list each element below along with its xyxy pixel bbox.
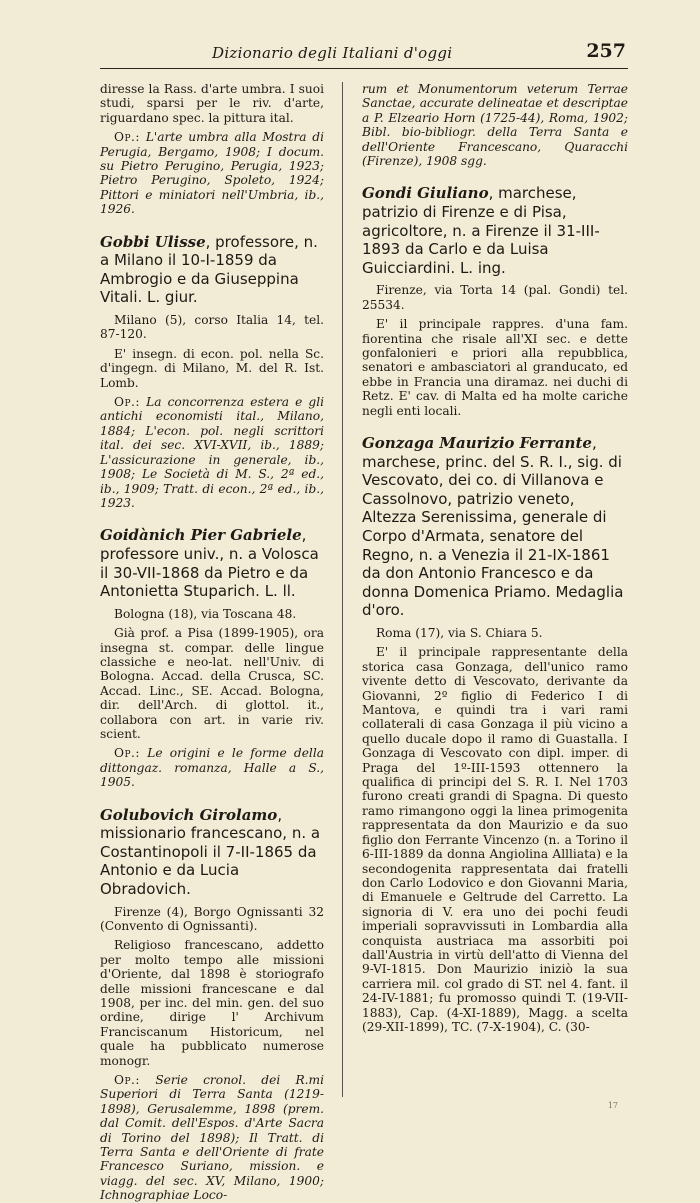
entry-description: , missionario francescano, n. a Costantinopoli il 7-II-1865 da Antonio e da Lucia Obradovich. [100,805,321,898]
works-text: rum et Monumentorum veterum Terrae Sanctae, accurate delineatae et descriptae a P. Elzeario Horn (1725-44), Roma, 1902; Bibl. bio-bibliogr. della Terra Santa e dell'Oriente Francescano, Quaracchi (Firenze), 1908 sgg. [362,82,628,169]
entry-heading-goidanich [100,526,324,600]
entry-description: , professore, n. a Milano il 10-I-1859 da Ambrogio e da Giuseppina Vitali. L. giur. [100,232,318,307]
works-text: La concorrenza estera e gli antichi economisti ital., Milano, 1884; L'econ. pol. negli scrittori ital. dei sec. XVI-XVII, ib., 1889; L'assicurazione in generale, ib., 1908; Le Società di M. S., 2ª ed., ib., 1909; Tratt. di econ., 2ª ed., ib., 1923. [100,395,324,510]
works-text: Le origini e le forme della dittongaz. romanza, Halle a S., 1905. [100,746,324,790]
entry-description: , marchese, patrizio di Firenze e di Pisa, agricoltore, n. a Firenze il 31-III-1893 da Carlo e da Luisa Guicciardini. L. ing. [362,184,600,277]
entry-address: Roma (17), via S. Chiara 5. [376,626,543,640]
running-header [100,38,628,69]
column-divider [342,82,343,1097]
works-text: L'arte umbra alla Mostra di Perugia, Bergamo, 1908; I docum. su Pietro Perugino, Perugia, 1923; Pietro Perugino, Spoleto, 1924; Pittori e miniatori nell'Umbria, ib., 1926. [100,130,325,217]
entry-description: , marchese, princ. del S. R. I., sig. di Vescovato, dei co. di Villanova e Cassolnovo, patrizio veneto, Altezza Serenissima, generale di Corpo d'Armata, senatore del Regno, n. a Venezia il 21-IX-1861 da don Antonio Francesco e da donna Domenica Priamo. Medaglia d'oro. [362,434,624,620]
entry-name: Gondi Giuliano [362,184,489,203]
entry-address: Firenze, via Torta 14 (pal. Gondi) tel. 25534. [362,283,628,312]
entry-body: Religioso francescano, addetto per molto tempo alle missioni d'Oriente, dal 1898 è storiografo delle missioni francescane e dal 1908, per inc. del min. gen. del suo ordine, dirige l' Archivum Franciscanum Historicum, nel quale ha pubblicato numerose monogr. [100,938,324,1068]
entry-name: Gonzaga Maurizio Ferrante [362,434,592,453]
entry-body: E' insegn. di econ. pol. nella Sc. d'ingegn. di Milano, M. del R. Ist. Lomb. [100,346,324,390]
works-list [100,1073,324,1203]
continued-text: diresse la Rass. d'arte umbra. I suoi studi, sparsi per le riv. d'arte, riguardano spec. la pittura ital. [100,82,324,125]
entry-heading-gobbi [100,233,324,307]
works-list [100,130,324,216]
left-column [100,82,325,1203]
entry-body: E' il principale rappres. d'una fam. fiorentina che risale all'XI sec. e dette gonfalonieri e priori alla repubblica, senatori e ambasciatori al granducato, ed ebbe in Francia una diramaz. nei duchi di Retz. E' cav. di Malta ed ha molte cariche negli enti locali. [362,317,628,418]
works-text: Serie cronol. dei R.mi Superiori di Terra Santa (1219-1898), Gerusalemme, 1898 (prem. dal Comit. dell'Espos. d'Arte Sacra di Torino del 1898); Il Tratt. di Terra Santa e dell'Oriente di frate Francesco Suriano, mission. e viagg. del sec. XV, Milano, 1900; Ichnographiae Loco- [100,1073,324,1203]
works-list [100,395,324,510]
entry-name: Goidànich Pier Gabriele [100,526,302,545]
entry-heading-gondi [362,184,628,277]
entry-body: E' il principale rappresentante della storica casa Gonzaga, dell'unico ramo vivente detto di Vescovato, derivante da Giovanni, 2º figlio di Federico I di Mantova, e quindi tra i vari rami collaterali di casa Gonzaga il più vicino a quello ducale dopo il ramo di Guastalla. I Gonzaga di Vescovato con dipl. imper. di Praga del 1º-III-1593 ottennero la qualifica di principi del S. R. I. Nel 1703 furono creati grandi di Spagna. Di questo ramo rimangono oggi la linea primogenita rappresentata da don Maurizio e da suo figlio don Ferrante Vincenzo (n. a Torino il 6-III-1889 da donna Angiolina Allliata) e la secondogenita rappresentata dai fratelli don Carlo Lodovico e don Giovanni Maria, di Emanuele e Geltrude del Carretto. La signoria di V. era uno dei pochi feudi imperiali sopravvissuti in Lombardia alla conquista austriaca ma assorbiti poi dall'Austria in virtù dell'atto di Vienna del 9-VI-1815. Don Maurizio iniziò la sua carriera mil. col grado di ST. nel 4. fant. il 24-IV-1881; fu promosso quindi T. (19-VII-1883), Cap. (4-XI-1889), Magg. a scelta (29-XII-1899), TC. (7-X-1904), C. (30- [362,645,628,1034]
works-label: Op.: [114,1073,141,1087]
entry-name: Golubovich Girolamo [100,805,278,824]
works-list [100,746,324,789]
entry-address: Firenze (4), Borgo Ognissanti 32 (Convento di Ognissanti). [100,904,324,933]
right-column [362,82,628,1092]
continued-text [362,82,628,168]
entry-name: Gobbi Ulisse [100,232,206,251]
entry-body: Già prof. a Pisa (1899-1905), ora insegna st. compar. delle lingue classiche e neo-lat. nell'Univ. di Bologna. Accad. della Crusca, SC. Accad. Linc., SE. Accad. Bologna, dir. dell'Arch. di glottol. it., collabora con art. in varie riv. scient. [100,626,324,741]
entry-address: Bologna (18), via Toscana 48. [114,606,297,621]
entry-heading-gonzaga [362,434,628,620]
footer-mark: 17 [607,1101,618,1110]
entry-description: , professore univ., n. a Volosca il 30-VII-1868 da Pietro e da Antonietta Stuparich. L. ll. [100,526,319,601]
works-label: Op.: [114,130,141,145]
running-title: Dizionario degli Italiani d'oggi [212,44,453,62]
works-label: Op.: [114,395,141,410]
entry-address: Milano (5), corso Italia 14, tel. 87-120. [100,313,324,342]
page-number: 257 [586,40,626,62]
works-label: Op.: [114,746,141,761]
entry-heading-golubovich [100,806,324,899]
